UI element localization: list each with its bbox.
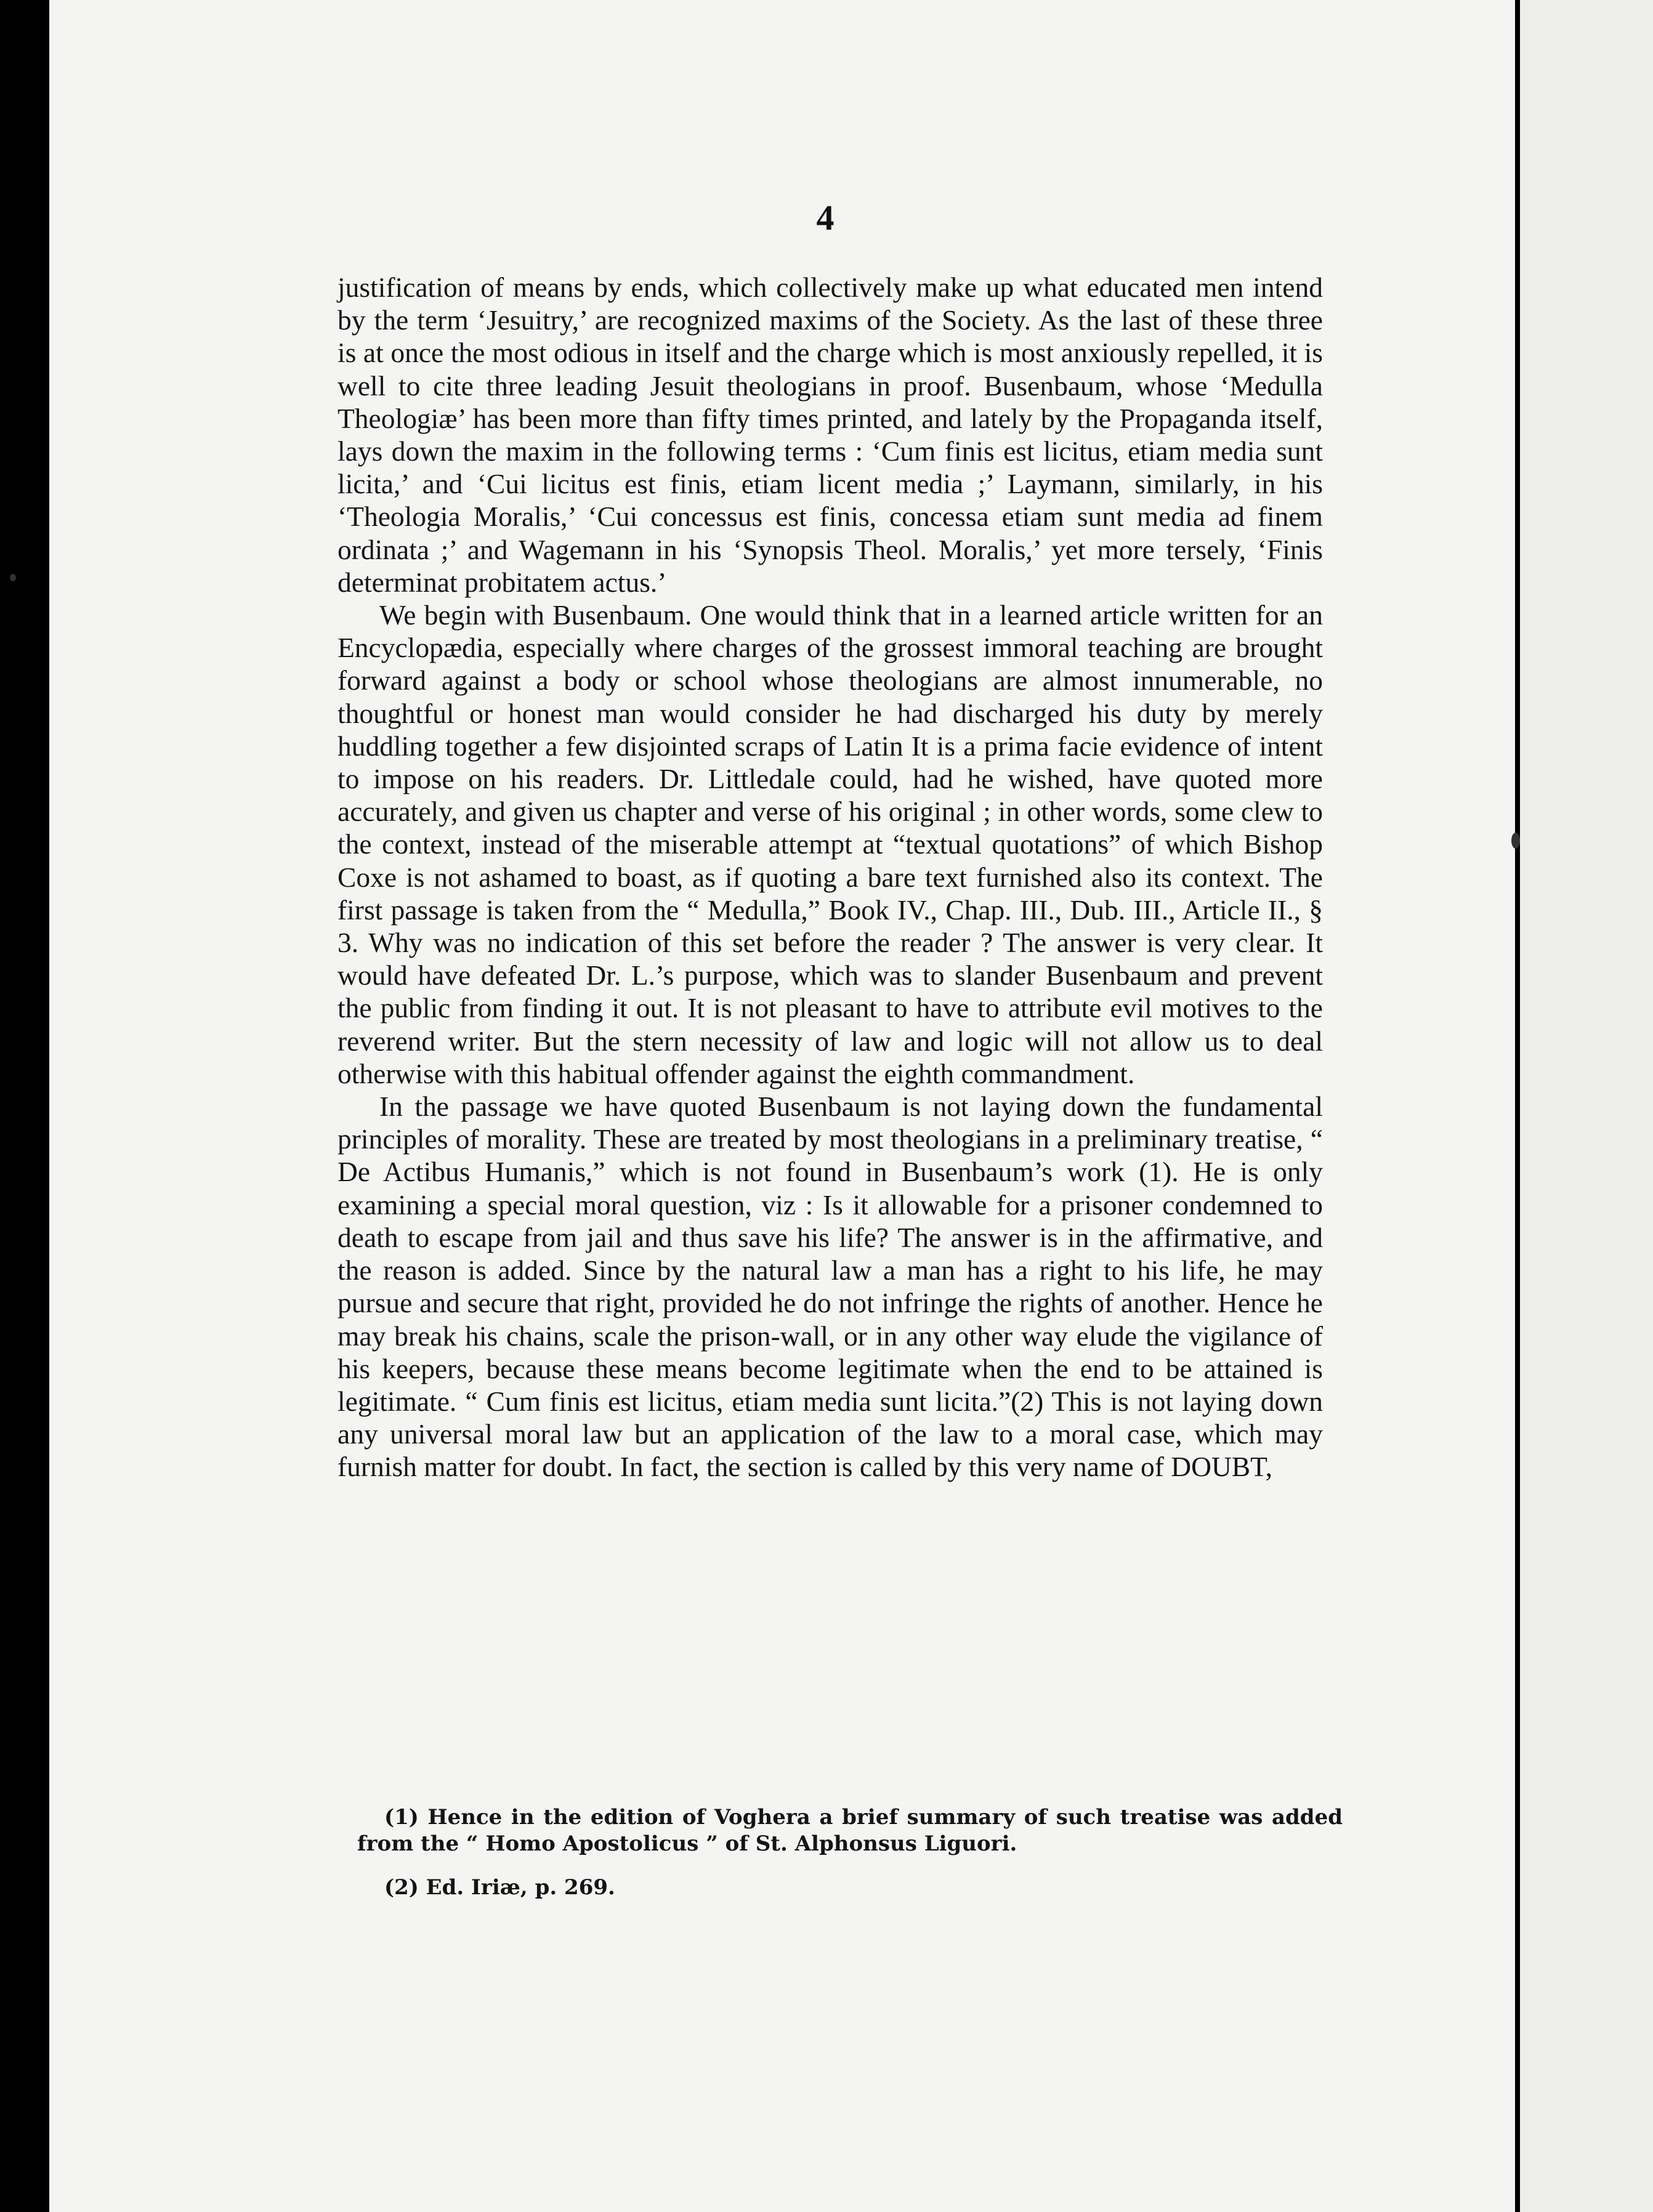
body-text: [337, 271, 1323, 1483]
dust-speck: [10, 574, 16, 581]
paragraph-3: In the passage we have quoted Busenbaum is not laying down the fundamental principles of morality. These are treated by most theologians in a preliminary treatise, “ De Actibus Humanis,” which is not found in Busenbaum’s work (1). He is only examining a special moral question, viz : Is it allowable for a prisoner condemned to death to escape from jail and thus save his life? The answer is in the affirmative, and the reason is added. Since by the natural law a man has a right to his life, he may pursue and secure that right, provided he do not infringe the rights of another. Hence he may break his chains, scale the prison-wall, or in any other way elude the vigilance of his keepers, because these means become legitimate when the end to be attained is legitimate. “ Cum finis est licitus, etiam media sunt licita.”(2) This is not laying down any universal moral law but an application of the law to a moral case, which may furnish matter for doubt. In fact, the section is called by this very name of DOUBT,: [337, 1091, 1323, 1483]
dust-speck: [1511, 833, 1520, 849]
adjacent-page-edge: [1520, 0, 1653, 2212]
page-gutter: [1515, 0, 1520, 2212]
paragraph-2: We begin with Busenbaum. One would think that in a learned article written for an Encyclopædia, especially where charges of the grossest immoral teaching are brought forward against a body or school whose theologians are almost innumerable, no thoughtful or honest man would consider he had discharged his duty by merely huddling together a few disjointed scraps of Latin It is a prima facie evidence of intent to impose on his readers. Dr. Littledale could, had he wished, have quoted more accurately, and given us chapter and verse of his original ; in other words, some clew to the context, instead of the miserable attempt at “textual quotations” of which Bishop Coxe is not ashamed to boast, as if quoting a bare text furnished also its context. The first passage is taken from the “ Medulla,” Book IV., Chap. III., Dub. III., Article II., § 3. Why was no indication of this set before the reader ? The answer is very clear. It would have defeated Dr. L.’s purpose, which was to slander Busenbaum and prevent the public from finding it out. It is not pleasant to have to attribute evil motives to the reverend writer. But the stern necessity of law and logic will not allow us to deal otherwise with this habitual offender against the eighth commandment.: [337, 599, 1323, 1089]
footnotes: [357, 1804, 1343, 1901]
footnote-2: (2) Ed. Iriæ, p. 269.: [384, 1875, 615, 1900]
page-number: 4: [816, 198, 835, 238]
footnote-1: (1) Hence in the edition of Voghera a brief summary of such treatise was added from the “ Homo Apostolicus ” of St. Alphonsus Liguori.: [357, 1805, 1343, 1856]
paragraph-1: justification of means by ends, which collectively make up what educated men intend by the term ‘Jesuitry,’ are recognized maxims of the Society. As the last of these three is at once the most odious in itself and the charge which is most anxiously repelled, it is well to cite three leading Jesuit theologians in proof. Busenbaum, whose ‘Medulla Theologiæ’ has been more than fifty times printed, and lately by the Propaganda itself, lays down the maxim in the following terms : ‘Cum finis est licitus, etiam media sunt licita,’ and ‘Cui licitus est finis, etiam licent media ;’ Laymann, similarly, in his ‘Theologia Moralis,’ ‘Cui concessus est finis, concessa etiam sunt media ad finem ordinata ;’ and Wagemann in his ‘Synopsis Theol. Moralis,’ yet more tersely, ‘Finis determinat probitatem actus.’: [337, 272, 1323, 598]
